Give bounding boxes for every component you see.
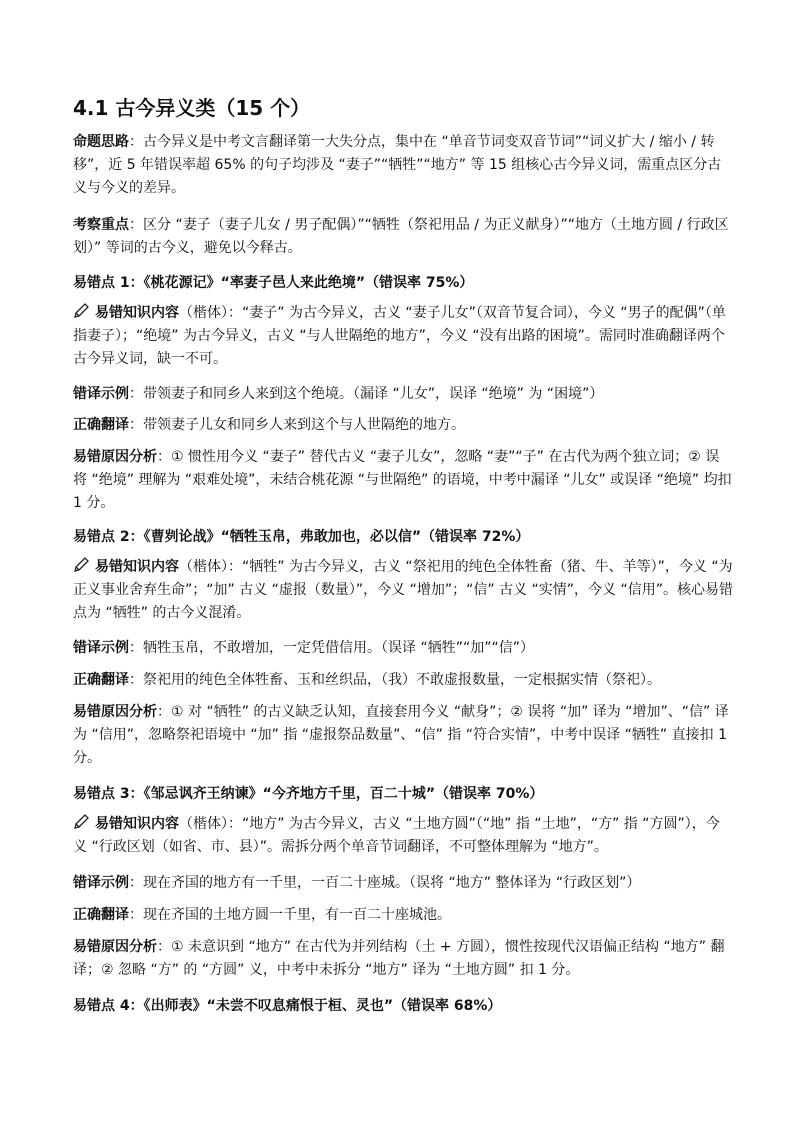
point-3-right-text: ：现在齐国的土地方圆一千里，有一百二十座城池。 bbox=[129, 907, 451, 923]
point-1-heading: 易错点 1：《桃花源记》“率妻子邑人来此绝境”（错误率 75%） bbox=[73, 275, 474, 291]
focus-text: ：区分 “妻子（妻子儿女 / 男子配偶）”“牺牲（祭祀用品 / 为正义献身）”“地方（土地方圆 / 行政区划）” 等词的古今义，避免以今释古。 bbox=[73, 217, 729, 256]
point-1-right-label: 正确翻译 bbox=[73, 417, 129, 433]
point-1-knowledge-text: （楷体）：“妻子” 为古今异义，古义 “妻子儿女”（双音节复合词），今义 “男子的配偶”（单指妻子）；“绝境” 为古今异义，古义 “与人世隔绝的地方”，今义 “没有出路的困境”。需同时准确翻译两个古今异义词，缺一不可。 bbox=[73, 305, 726, 367]
point-1-reason-label: 易错原因分析 bbox=[73, 449, 157, 465]
pencil-icon bbox=[73, 557, 91, 573]
focus-label: 考察重点 bbox=[73, 217, 129, 233]
point-1-reason-text: ：① 惯性用今义 “妻子” 替代古义 “妻子儿女”，忽略 “妻”“子” 在古代为两个独立词；② 误将 “绝境” 理解为 “艰难处境”，未结合桃花源 “与世隔绝” 的语境，中考中漏译 “儿女” 或误译 “绝境” 均扣 1 分。 bbox=[73, 449, 732, 511]
point-1-right bbox=[73, 414, 733, 437]
point-2-heading: 易错点 2：《曹刿论战》“牺牲玉帛，弗敢加也，必以信”（错误率 72%） bbox=[73, 529, 530, 545]
point-3-knowledge-text: （楷体）：“地方” 为古今异义，古义 “土地方圆”（“地” 指 “土地”，“方” 指 “方圆”），今义 “行政区划（如省、市、县）”。需拆分两个单音节词翻译，不可整体理解为 “地方”。 bbox=[73, 816, 720, 855]
point-4-heading: 易错点 4：《出师表》“未尝不叹息痛恨于桓、灵也”（错误率 68%） bbox=[73, 998, 502, 1014]
point-1-reason bbox=[73, 446, 733, 515]
point-3-heading: 易错点 3：《邹忌讽齐王纳谏》“今齐地方千里，百二十城”（错误率 70%） bbox=[73, 786, 544, 802]
point-2-knowledge bbox=[73, 556, 733, 625]
pencil-icon bbox=[73, 814, 91, 830]
point-3-reason-label: 易错原因分析 bbox=[73, 939, 157, 955]
intro-text: ：古今异义是中考文言翻译第一大失分点，集中在 “单音节词变双音节词”“词义扩大 / 缩小 / 转移”，近 5 年错误率超 65% 的句子均涉及 “妻子”“牺牲”“地方” 等 15 组核心古今异义词，需重点区分古义与今义的差异。 bbox=[73, 134, 722, 196]
point-1-right-text: ：带领妻子儿女和同乡人来到这个与人世隔绝的地方。 bbox=[129, 417, 465, 433]
point-2-reason-label: 易错原因分析 bbox=[73, 704, 157, 720]
section-title: 4.1 古今异义类（15 个） bbox=[73, 96, 311, 120]
point-3-knowledge bbox=[73, 813, 733, 859]
point-2-knowledge-text: （楷体）：“牺牲” 为古今异义，古义 “祭祀用的纯色全体牲畜（猪、牛、羊等）”，今义 “为正义事业舍弃生命”；“加” 古义 “虚报（数量）”，今义 “增加”；“信” 古义 “实情”，今义 “信用”。核心易错点为 “牺牲” 的古今义混淆。 bbox=[73, 559, 733, 621]
point-3-reason bbox=[73, 936, 733, 982]
point-3-wrong bbox=[73, 872, 733, 895]
point-2-knowledge-label: 易错知识内容 bbox=[95, 559, 179, 575]
point-3-wrong-text: ：现在齐国的地方有一千里，一百二十座城。（误将 “地方” 整体译为 “行政区划”） bbox=[129, 875, 641, 891]
point-1-wrong-label: 错译示例 bbox=[73, 386, 129, 402]
point-2-reason-text: ：① 对 “牺牲” 的古义缺乏认知，直接套用今义 “献身”；② 误将 “加” 译为 “增加”、“信” 译为 “信用”，忽略祭祀语境中 “加” 指 “虚报祭品数量”、“信” 指 “符合实情”，中考中误译 “牺牲” 直接扣 1 分。 bbox=[73, 704, 729, 766]
point-3-right bbox=[73, 904, 733, 927]
pencil-icon bbox=[73, 303, 91, 319]
point-2-wrong-label: 错译示例 bbox=[73, 640, 129, 656]
point-1-wrong bbox=[73, 383, 733, 406]
point-1-knowledge bbox=[73, 302, 733, 371]
point-2-right-label: 正确翻译 bbox=[73, 672, 129, 688]
point-3-knowledge-label: 易错知识内容 bbox=[95, 816, 179, 832]
point-2-right-text: ：祭祀用的纯色全体牲畜、玉和丝织品，（我）不敢虚报数量，一定根据实情（祭祀）。 bbox=[129, 672, 661, 688]
point-2-wrong-text: ：牺牲玉帛，不敢增加，一定凭借信用。（误译 “牺牲”“加”“信”） bbox=[129, 640, 534, 656]
intro-label: 命题思路 bbox=[73, 134, 129, 150]
point-2-reason bbox=[73, 701, 733, 770]
point-3-right-label: 正确翻译 bbox=[73, 907, 129, 923]
point-3-reason-text: ：① 未意识到 “地方” 在古代为并列结构（土 + 方圆），惯性按现代汉语偏正结构 “地方” 翻译；② 忽略 “方” 的 “方圆” 义，中考中未拆分 “地方” 译为 “土地方圆” 扣 1 分。 bbox=[73, 939, 725, 978]
point-1-wrong-text: ：带领妻子和同乡人来到这个绝境。（漏译 “儿女”，误译 “绝境” 为 “困境”） bbox=[129, 386, 604, 402]
intro-paragraph bbox=[73, 131, 733, 200]
point-2-wrong bbox=[73, 637, 733, 660]
point-3-wrong-label: 错译示例 bbox=[73, 875, 129, 891]
point-1-knowledge-label: 易错知识内容 bbox=[95, 305, 179, 321]
focus-paragraph bbox=[73, 214, 733, 260]
point-2-right bbox=[73, 669, 733, 692]
